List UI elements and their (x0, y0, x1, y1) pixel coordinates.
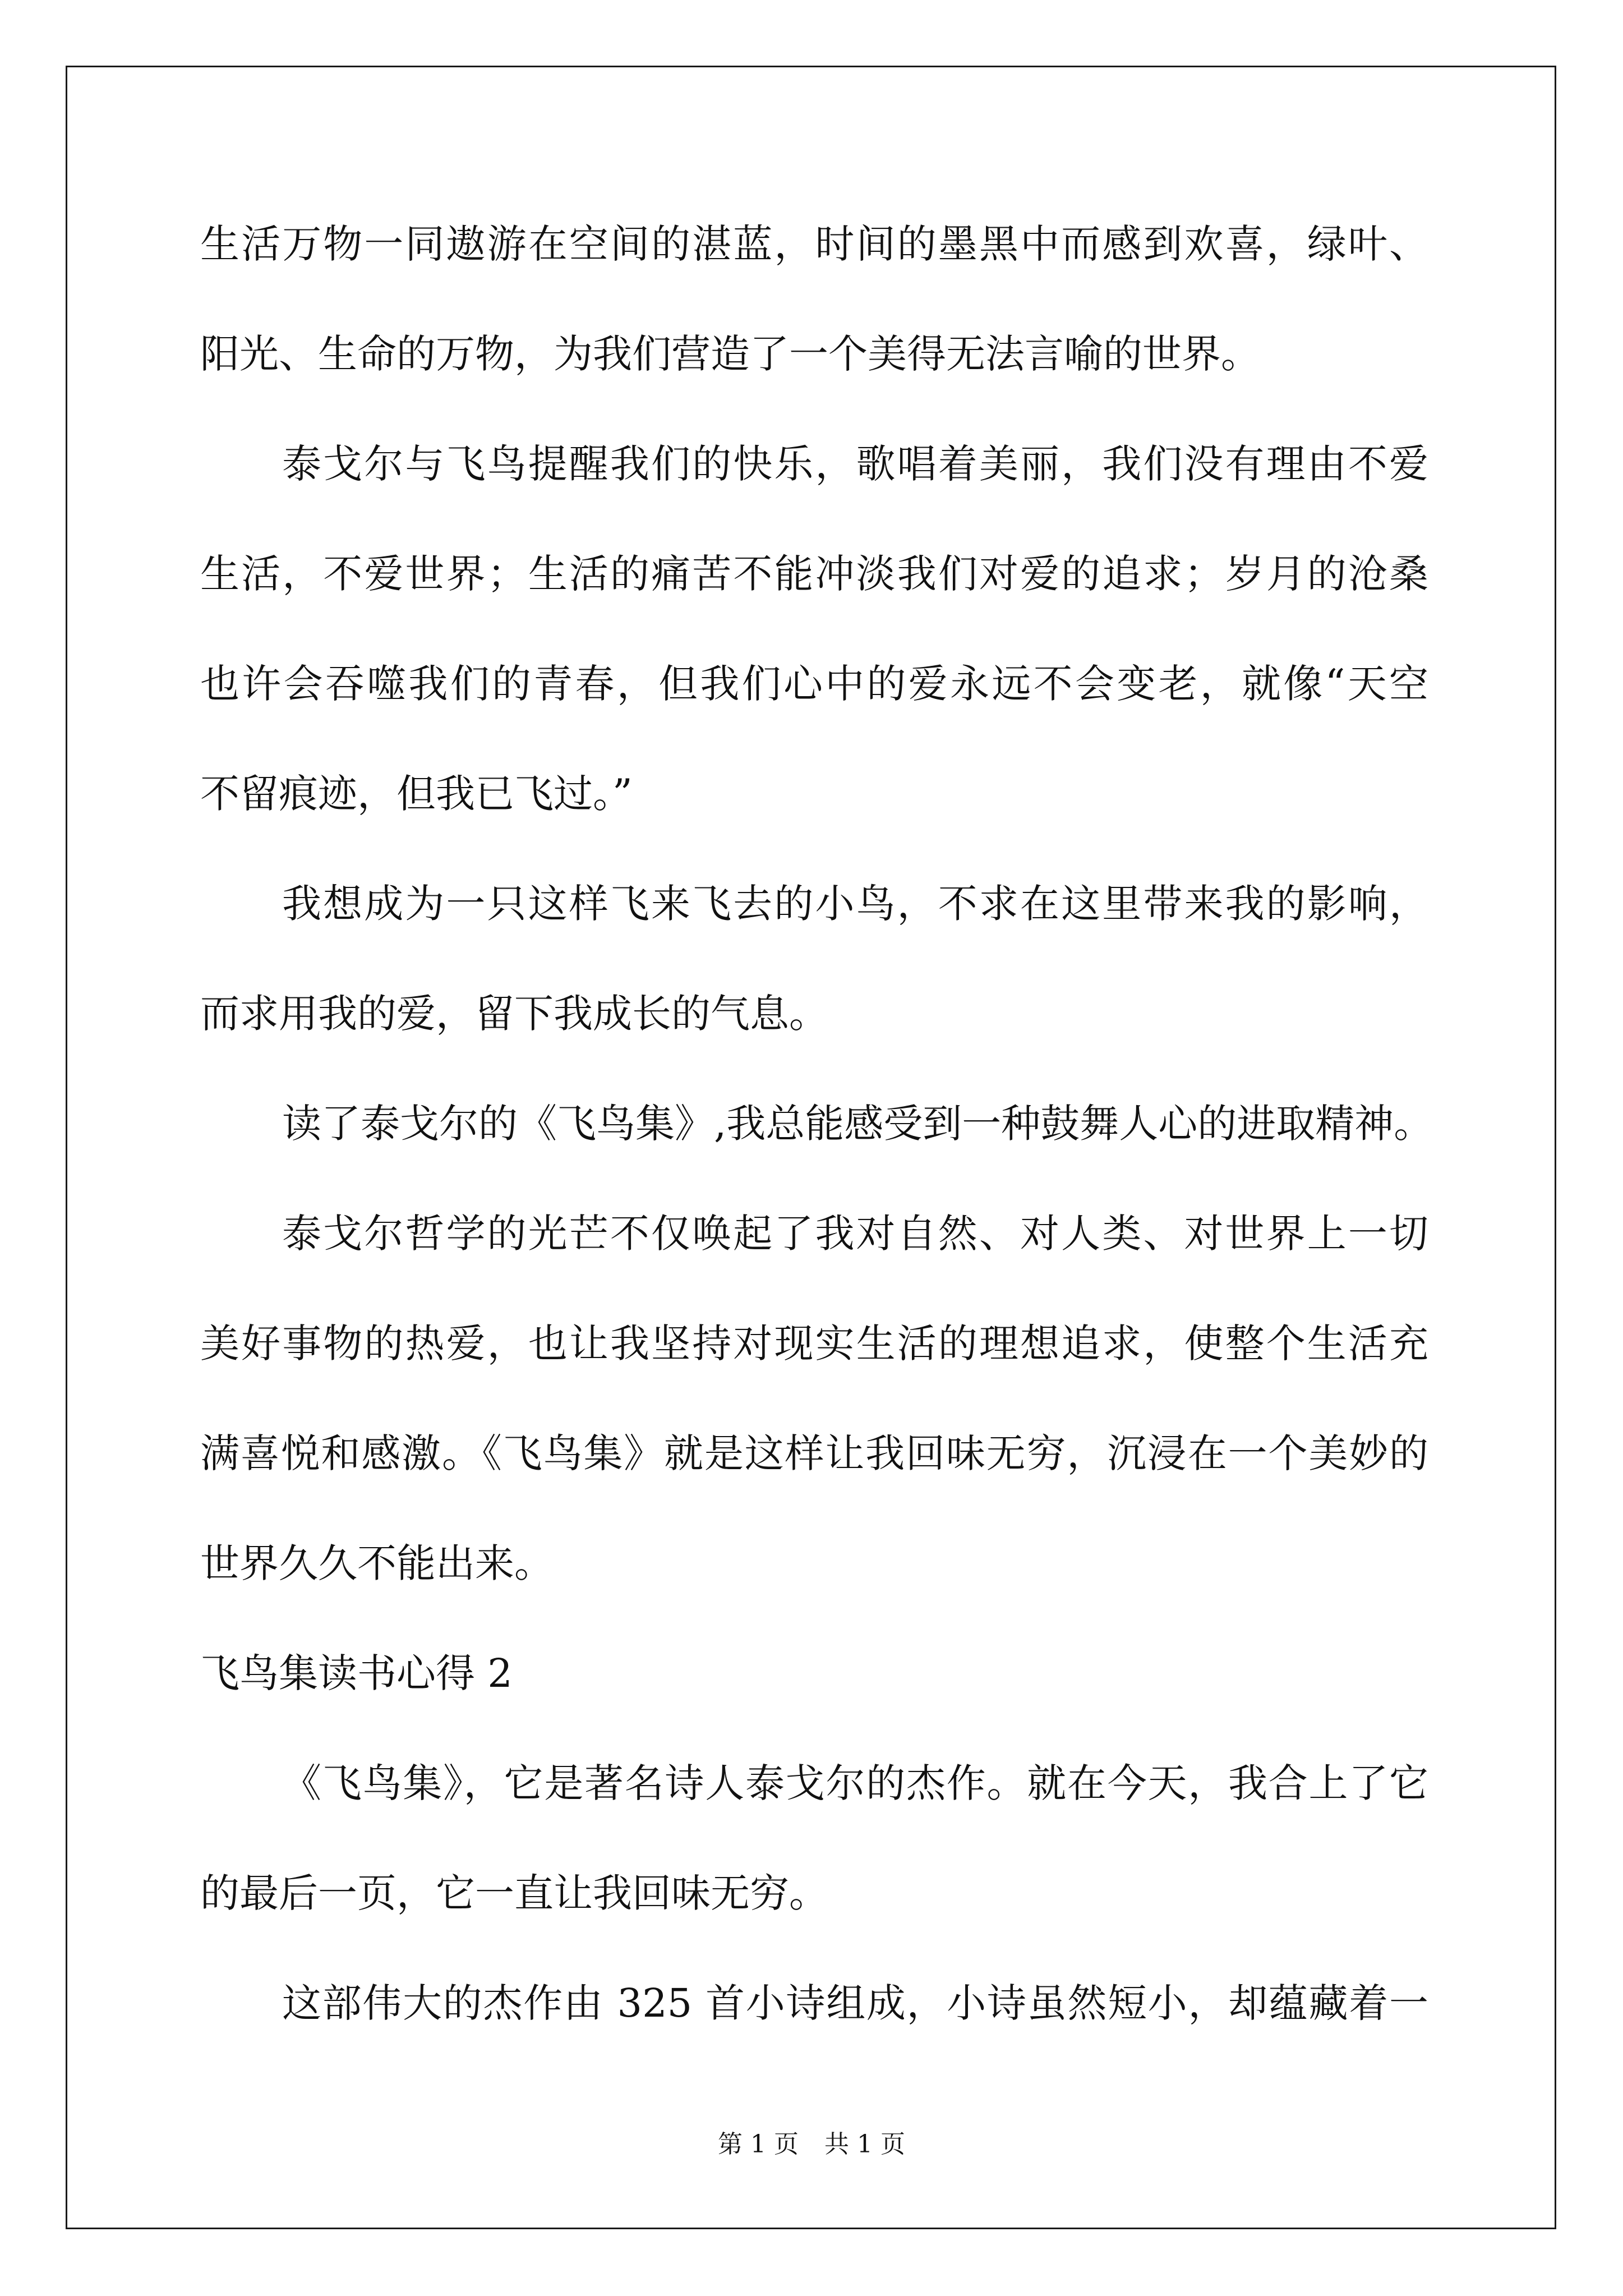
paragraph-line: 读了泰戈尔的《飞鸟集》,我总能感受到一种鼓舞人心的进取精神。 (282, 1101, 1433, 1147)
page-footer (0, 2129, 1623, 2160)
paragraph-line: 不留痕迹，但我已飞过。” (200, 771, 633, 817)
paragraph-line: 泰戈尔哲学的光芒不仅唤起了我对自然、对人类、对世界上一切 (282, 1211, 1428, 1257)
paragraph-line: 美好事物的热爱，也让我坚持对现实生活的理想追求，使整个生活充 (200, 1320, 1428, 1366)
paragraph-line: 而求用我的爱，留下我成长的气息。 (200, 991, 828, 1037)
paragraph-line: 这部伟大的杰作由 325 首小诗组成，小诗虽然短小，却蕴藏着一 (282, 1980, 1428, 2026)
document-body (200, 213, 1433, 2082)
paragraph-line: 满喜悦和感激。《飞鸟集》就是这样让我回味无穷，沉浸在一个美妙的 (200, 1430, 1428, 1476)
paragraph-line: 我想成为一只这样飞来飞去的小鸟，不求在这里带来我的影响， (282, 881, 1428, 927)
paragraph-line: 《飞鸟集》，它是著名诗人泰戈尔的杰作。就在今天，我合上了它 (282, 1760, 1428, 1806)
paragraph-line: 世界久久不能出来。 (200, 1540, 554, 1586)
paragraph-line: 阳光、生命的万物，为我们营造了一个美得无法言喻的世界。 (200, 331, 1260, 377)
paragraph-line: 泰戈尔与飞鸟提醒我们的快乐，歌唱着美丽，我们没有理由不爱 (282, 441, 1428, 487)
paragraph-line: 生活万物一同遨游在空间的湛蓝，时间的墨黑中而感到欢喜，绿叶、 (200, 221, 1428, 267)
section-heading: 飞鸟集读书心得 2 (200, 1650, 513, 1696)
paragraph-line: 的最后一页，它一直让我回味无穷。 (200, 1870, 828, 1916)
page-number-total: 共 1 页 (824, 2130, 905, 2159)
paragraph-line: 生活，不爱世界；生活的痛苦不能冲淡我们对爱的追求；岁月的沧桑 (200, 551, 1428, 597)
page-number-current: 第 1 页 (718, 2130, 799, 2159)
paragraph-line: 也许会吞噬我们的青春，但我们心中的爱永远不会变老，就像“天空 (200, 661, 1428, 707)
